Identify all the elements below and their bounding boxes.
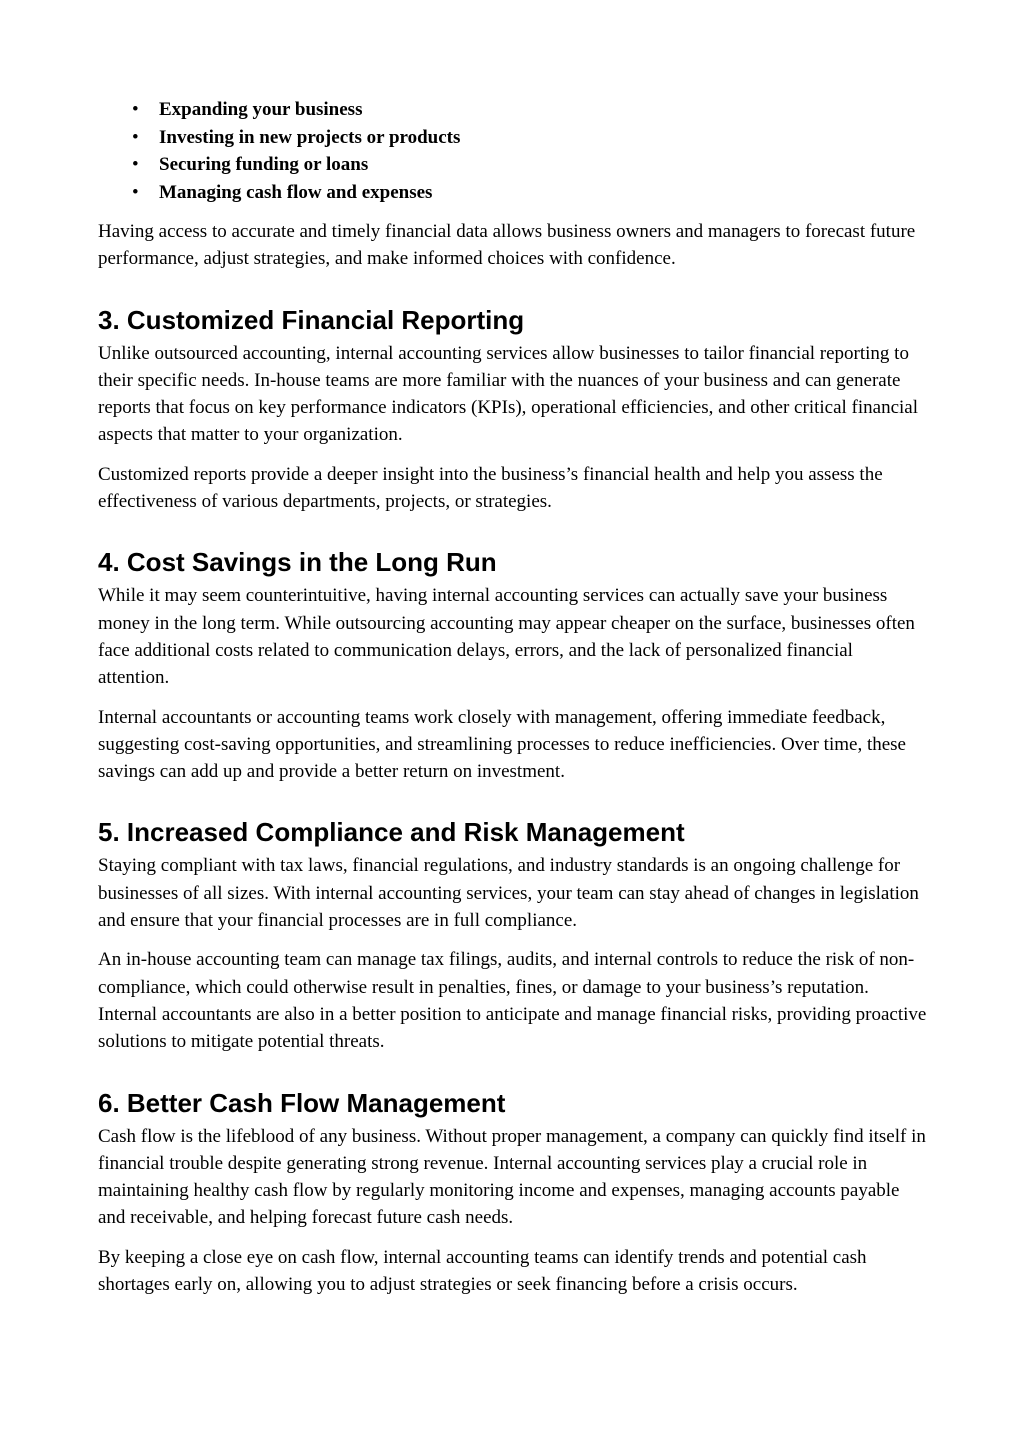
intro-paragraph: Having access to accurate and timely financial data allows business owners and managers to forecast future performance, adjust strategies, and make informed choices with confidence. bbox=[98, 221, 916, 270]
section-paragraph: Staying compliant with tax laws, financial regulations, and industry standards is an ongoing challenge for businesses of all sizes. With internal accounting services, your team can stay ahead of changes in legislation and ensure that your financial processes are in full compliance. bbox=[98, 855, 919, 932]
section-compliance-risk bbox=[98, 816, 928, 1055]
section-cash-flow bbox=[98, 1087, 928, 1299]
section-paragraph: Internal accountants or accounting teams work closely with management, offering immediate feedback, suggesting cost-saving opportunities, and streamlining processes to reduce inefficiencies. Over time, these savings can add up and provide a better return on investment. bbox=[98, 706, 906, 783]
list-item-text: Managing cash flow and expenses bbox=[159, 181, 433, 203]
list-item bbox=[132, 151, 928, 179]
bullet-list bbox=[98, 96, 928, 206]
section-heading: 6. Better Cash Flow Management bbox=[98, 1087, 506, 1118]
list-item bbox=[132, 124, 928, 152]
bullet-icon: • bbox=[132, 181, 139, 203]
bullet-icon: • bbox=[132, 99, 139, 120]
list-item bbox=[132, 96, 928, 124]
section-paragraph: By keeping a close eye on cash flow, internal accounting teams can identify trends and potential cash shortages early on, allowing you to adjust strategies or seek financing before a crisis occurs. bbox=[98, 1246, 867, 1296]
bullet-icon: • bbox=[132, 154, 139, 175]
bullet-icon: • bbox=[132, 126, 139, 148]
list-item-text: Securing funding or loans bbox=[159, 154, 369, 175]
section-customized-reporting bbox=[98, 304, 928, 516]
list-item bbox=[132, 179, 928, 207]
section-paragraph: Unlike outsourced accounting, internal accounting services allow businesses to tailor financial reporting to their specific needs. In-house teams are more familiar with the nuances of your business and can generate reports that focus on key performance indicators (KPIs), operational efficiencies, and other critical financial aspects that matter to your organization. bbox=[98, 342, 919, 446]
section-heading: 4. Cost Savings in the Long Run bbox=[98, 547, 497, 578]
section-paragraph: Customized reports provide a deeper insight into the business’s financial health and help you assess the effectiveness of various departments, projects, or strategies. bbox=[98, 463, 883, 513]
list-item-text: Expanding your business bbox=[159, 99, 363, 120]
section-cost-savings bbox=[98, 546, 928, 785]
section-paragraph: While it may seem counterintuitive, having internal accounting services can actually save your business money in the long term. While outsourcing accounting may appear cheaper on the surface, businesses often face additional costs related to communication delays, errors, and the lack of personalized financial attention. bbox=[98, 585, 915, 689]
section-paragraph: Cash flow is the lifeblood of any business. Without proper management, a company can quickly find itself in financial trouble despite generating strong revenue. Internal accounting services play a crucial role in maintaining healthy cash flow by regularly monitoring income and expenses, managing accounts payable and receivable, and helping forecast future cash needs. bbox=[98, 1125, 926, 1229]
section-paragraph: An in-house accounting team can manage tax filings, audits, and internal controls to reduce the risk of non-compliance, which could otherwise result in penalties, fines, or damage to your business’s reputation. Internal accountants are also in a better position to anticipate and manage financial risks, providing proactive solutions to mitigate potential threats. bbox=[98, 949, 927, 1053]
list-item-text: Investing in new projects or products bbox=[159, 126, 461, 148]
section-heading: 5. Increased Compliance and Risk Management bbox=[98, 817, 685, 848]
section-heading: 3. Customized Financial Reporting bbox=[98, 304, 525, 335]
document-page bbox=[98, 96, 928, 1310]
